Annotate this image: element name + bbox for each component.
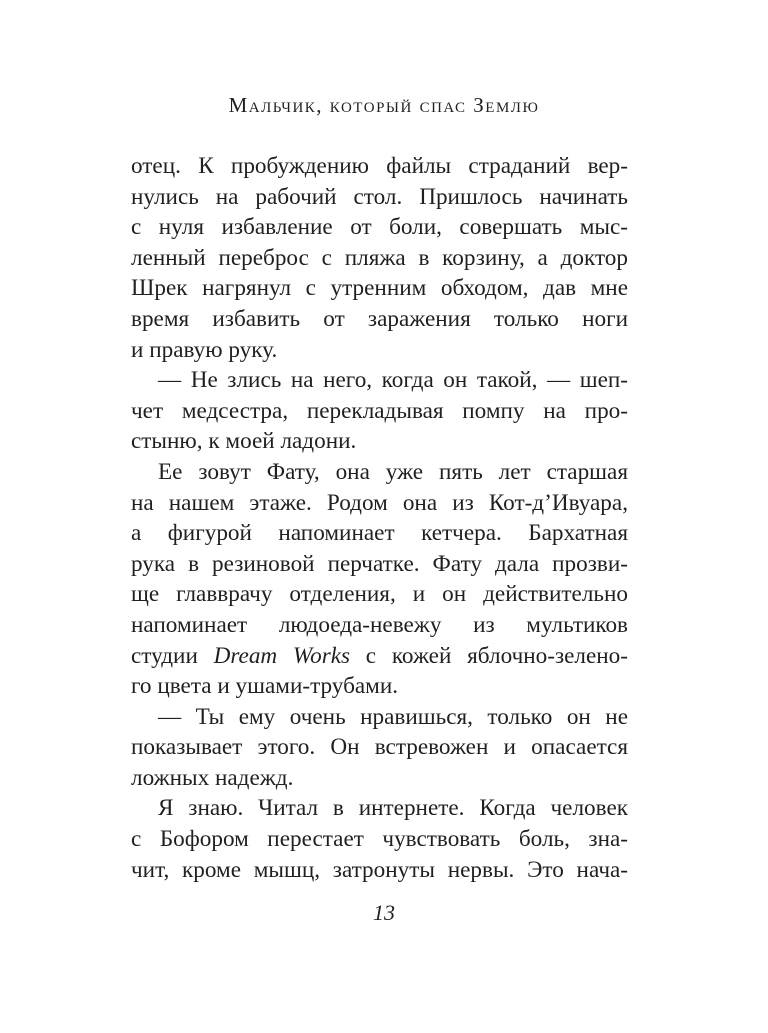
text-line: стыню, к моей ладони. — [131, 428, 357, 455]
text-line: отец. К пробуждению файлы страданий вер- — [131, 153, 628, 179]
text-line: с нуля избавление от боли, совершать мыс- — [131, 214, 628, 241]
text-line: время избавить от заражения только ноги — [131, 305, 628, 332]
body-text — [131, 151, 628, 885]
text-line: нулись на рабочий стол. Пришлось начинать — [131, 183, 628, 210]
text-line: с Бофором перестает чувствовать боль, зна- — [131, 826, 628, 853]
text-line: рука в резиновой перчатке. Фату дала прозви- — [131, 550, 628, 577]
text-line: Ее зовут Фату, она уже пять лет старшая — [158, 458, 628, 485]
text-line: ще главврачу отделения, и он действительно — [131, 581, 628, 608]
text-line — [131, 641, 628, 672]
text-line: — Не злись на него, когда он такой, — шеп- — [158, 367, 628, 394]
text-segment: студии — [131, 642, 214, 669]
text-line: напоминает людоеда-невежу из мультиков — [131, 611, 628, 638]
text-line: на нашем этаже. Родом она из Кот-д’Ивуара, — [131, 489, 628, 516]
text-line: показывает этого. Он встревожен и опасается — [131, 734, 628, 761]
text-line: а фигурой напоминает кетчера. Бархатная — [131, 520, 628, 547]
text-line: ленный переброс с пляжа в корзину, а доктор — [131, 244, 628, 271]
text-line: чит, кроме мышц, затронуты нервы. Это нача- — [131, 856, 628, 883]
text-line: го цвета и ушами-трубами. — [131, 673, 399, 700]
text-line: чет медсестра, перекладывая помпу на про- — [131, 397, 628, 424]
page-number: 13 — [373, 900, 395, 925]
text-line: Я знаю. Читал в интернете. Когда человек — [158, 795, 628, 822]
text-line: — Ты ему очень нравишься, только он не — [158, 703, 628, 730]
italic-title: Dream Works — [213, 642, 351, 669]
text-line: Шрек нагрянул с утренним обходом, дав мне — [131, 275, 628, 302]
text-segment: с кожей яблочно-зелено- — [350, 642, 628, 669]
text-line: ложных надежд. — [131, 764, 294, 791]
text-line: и правую руку. — [131, 336, 278, 363]
running-head: Мальчик, который спас Землю — [228, 93, 540, 117]
